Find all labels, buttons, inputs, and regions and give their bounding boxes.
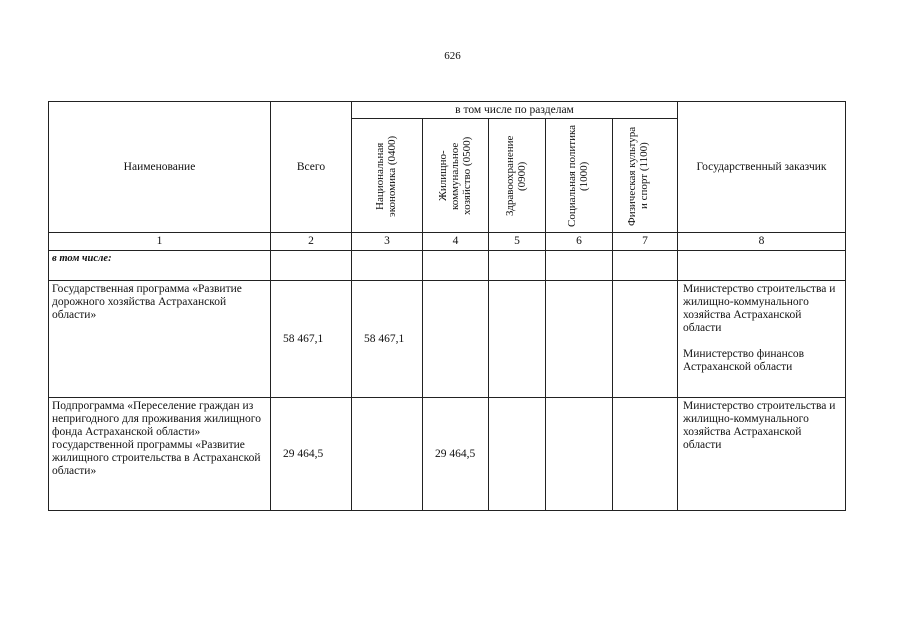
header-name: Наименование: [49, 102, 271, 233]
row-section-0400: [352, 398, 423, 511]
header-section-0900-label: Здравоохранение (0900): [504, 135, 528, 216]
header-section-0900: [489, 119, 546, 233]
budget-table: [48, 101, 846, 511]
row-total: 58 467,1: [271, 281, 352, 398]
header-section-0500-label: Жилищно-коммунальное хозяйство (0500): [436, 136, 473, 215]
row-customer: [678, 398, 846, 511]
column-number: 5: [489, 233, 546, 251]
row-name: Государственная программа «Развитие дорожного хозяйства Астраханской области»: [49, 281, 271, 398]
table-row: [49, 398, 846, 511]
column-number: 7: [613, 233, 678, 251]
subheader-label: в том числе:: [49, 251, 271, 281]
header-section-1000: [546, 119, 613, 233]
row-customer-primary: Министерство строительства и жилищно-коммунального хозяйства Астраханской области: [683, 283, 836, 334]
column-number: 2: [271, 233, 352, 251]
header-section-0400-label: Национальная экономика (0400): [374, 134, 398, 217]
row-section-0500: [423, 281, 489, 398]
header-section-1100-label: Физическая культура и спорт (1100): [626, 125, 650, 226]
header-section-0400: [352, 119, 423, 233]
row-section-0400: 58 467,1: [352, 281, 423, 398]
row-customer-secondary: Министерство финансов Астраханской области: [683, 348, 805, 373]
row-name: Подпрограмма «Переселение граждан из непригодного для проживания жилищного фонда Астраханской области» государственной программы «Развитие жилищного строительства в Астраханской области»: [49, 398, 271, 511]
table-row: [49, 281, 846, 398]
column-number: 3: [352, 233, 423, 251]
header-total: Всего: [271, 102, 352, 233]
row-customer: [678, 281, 846, 398]
header-section-1000-label: Социальная политика (1000): [566, 124, 590, 227]
header-section-1100: [613, 119, 678, 233]
header-section-0500: [423, 119, 489, 233]
page-number: 626: [444, 50, 461, 62]
header-customer: Государственный заказчик: [678, 102, 846, 233]
header-sections-title: в том числе по разделам: [352, 102, 678, 119]
column-number: 8: [678, 233, 846, 251]
row-section-0500: 29 464,5: [423, 398, 489, 511]
row-total: 29 464,5: [271, 398, 352, 511]
row-customer-primary: Министерство строительства и жилищно-коммунального хозяйства Астраханской области: [683, 400, 836, 451]
column-number: 4: [423, 233, 489, 251]
column-number: 6: [546, 233, 613, 251]
column-number: 1: [49, 233, 271, 251]
